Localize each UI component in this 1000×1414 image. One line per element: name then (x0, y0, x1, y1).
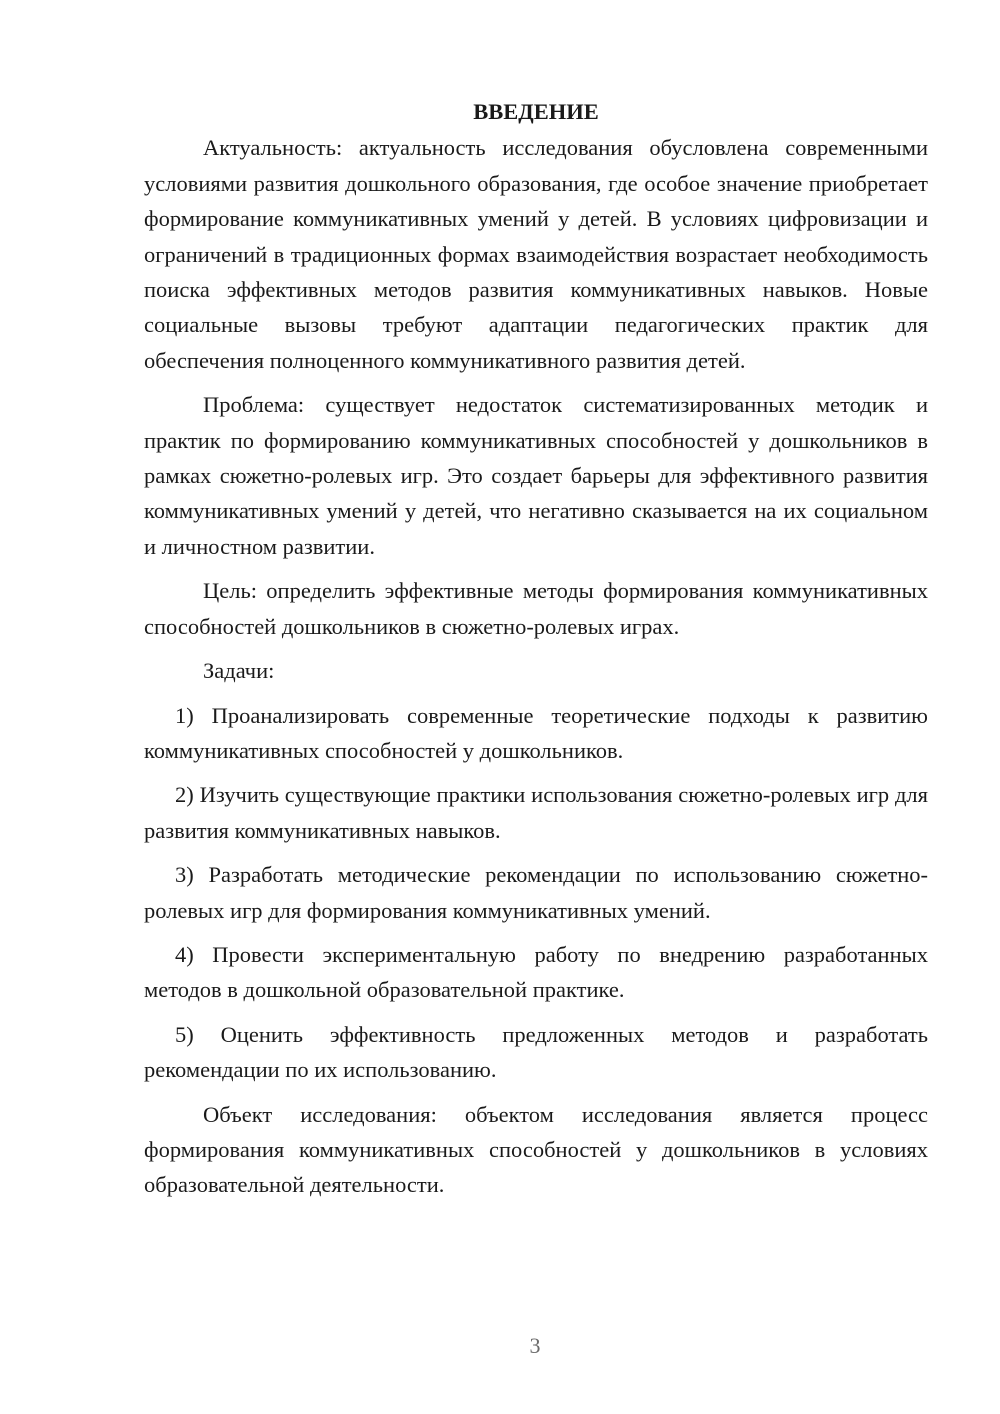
task-item-5: 5) Оценить эффективность предложенных методов и разработать рекомендации по их использованию. (144, 1021, 928, 1083)
problem-paragraph: Проблема: существует недостаток систематизированных методик и практик по формированию коммуникативных способностей у дошкольников в рамках сюжетно-ролевых игр. Это создает барьеры для эффективного развития коммуникативных умений у детей, что негативно сказывается на их социальном и личностном развитии. (144, 392, 928, 559)
task-item-3: 3) Разработать методические рекомендации по использованию сюжетно-ролевых игр для формирования коммуникативных умений. (144, 862, 928, 923)
task-item-1: 1) Проанализировать современные теоретические подходы к развитию коммуникативных способностей у дошкольников. (144, 702, 928, 763)
relevance-paragraph: Актуальность: актуальность исследования обусловлена современными условиями развития дошкольного образования, где особое значение приобретает формирование коммуникативных умений у детей. В условиях цифровизации и ограничений в традиционных формах взаимодействия возрастает необходимость поиска эффективных методов развития коммуникативных навыков. Новые социальные вызовы требуют адаптации педагогических практик для обеспечения полноценного коммуникативного развития детей. (144, 135, 928, 373)
task-item-4: 4) Провести экспериментальную работу по внедрению разработанных методов в дошкольной образовательной практике. (144, 941, 928, 1003)
document-body (144, 94, 928, 1212)
tasks-heading: Задачи: (203, 658, 275, 684)
task-item-2: 2) Изучить существующие практики использования сюжетно-ролевых игр для развития коммуникативных навыков. (144, 782, 928, 843)
goal-paragraph: Цель: определить эффективные методы формирования коммуникативных способностей дошкольников в сюжетно-ролевых играх. (144, 578, 928, 639)
object-paragraph: Объект исследования: объектом исследования является процесс формирования коммуникативных способностей у дошкольников в условиях образовательной деятельности. (144, 1101, 928, 1198)
section-heading: ВВЕДЕНИЕ (473, 99, 599, 124)
page-number: 3 (529, 1333, 541, 1358)
